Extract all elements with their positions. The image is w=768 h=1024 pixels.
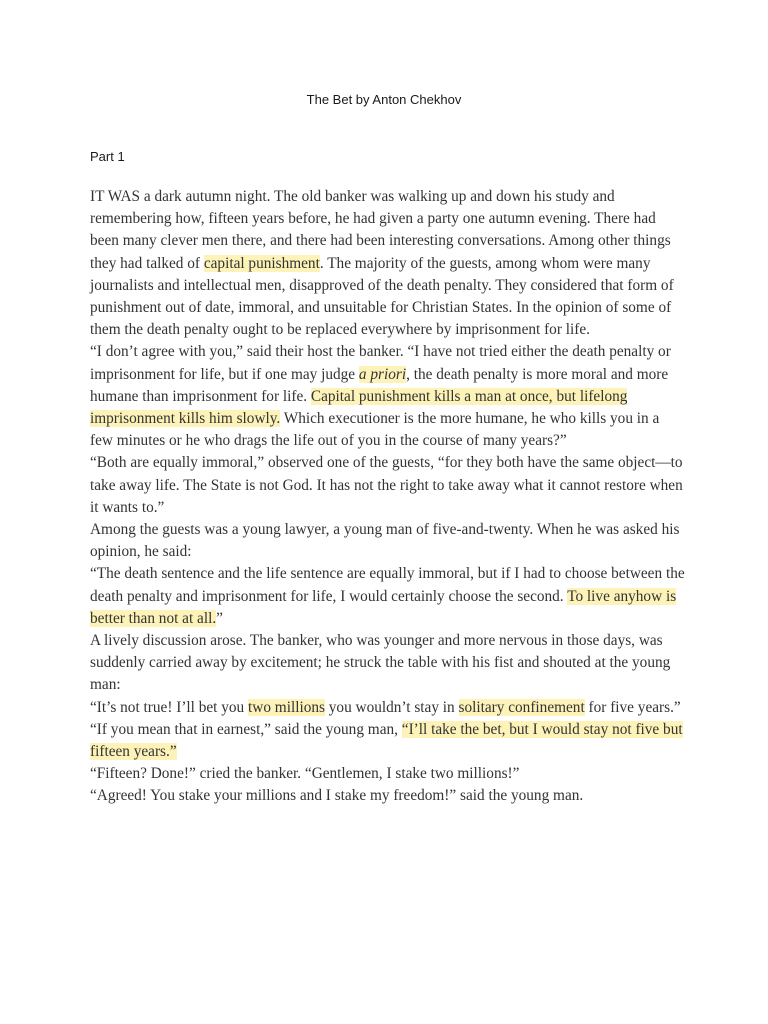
- paragraph: [90, 341, 686, 452]
- text-segment: . The majority of the guests, among whom were many journalists and intellectual men, disapproved of the death penalty. They considered that form of punishment out of date, immoral, and unsuitable for Christian States. In the opinion of some of them the death penalty ought to be replaced everywhere by imprisonment for life.: [90, 254, 674, 339]
- document-title: The Bet by Anton Chekhov: [306, 92, 462, 107]
- text-segment: IT WAS a dark autumn night. The old banker was walking up and down his study and remembering how, fifteen years before, he had given a party one autumn evening. There had been many clever men there, and there had been interesting conversations. Among other things they had talked of: [90, 188, 671, 272]
- highlighted-text: a priori: [358, 365, 407, 383]
- text-segment: “Agreed! You stake your millions and I stake my freedom!” said the young man.: [90, 787, 584, 805]
- highlighted-text: capital punishment: [203, 254, 320, 272]
- highlighted-text: “I’ll take the bet, but I would stay not five but fifteen years.”: [90, 720, 683, 761]
- highlighted-text: To live anyhow is better than not at all.: [90, 587, 677, 627]
- story-body: [90, 186, 686, 808]
- text-segment: ”: [216, 609, 223, 627]
- text-segment: A lively discussion arose. The banker, who was younger and more nervous in those days, was suddenly carried away by excitement; he struck the table with his fist and shouted at the young man:: [90, 632, 671, 694]
- highlighted-text: Capital punishment kills a man at once, but lifelong imprisonment kills him slowly.: [90, 387, 628, 428]
- paragraph: [90, 697, 686, 719]
- text-segment: “If you mean that in earnest,” said the young man,: [90, 720, 402, 738]
- text-segment: “The death sentence and the life sentence are equally immoral, but if I had to choose between the death penalty and imprisonment for life, I would certainly choose the second.: [90, 565, 685, 605]
- paragraph: [90, 186, 686, 341]
- text-segment: “I don’t agree with you,” said their host the banker. “I have not tried either the death penalty or imprisonment for life, but if one may judge: [90, 343, 671, 383]
- paragraph: [90, 519, 686, 563]
- text-segment: you wouldn’t stay in: [324, 698, 459, 716]
- text-segment: , the death penalty is more moral and more humane than imprisonment for life.: [90, 365, 669, 405]
- paragraph: [90, 719, 686, 763]
- text-segment: Among the guests was a young lawyer, a young man of five-and-twenty. When he was asked his opinion, he said:: [90, 521, 680, 561]
- paragraph: [90, 763, 686, 785]
- text-segment: “It’s not true! I’ll bet you: [90, 698, 249, 716]
- highlighted-text: two millions: [248, 698, 325, 716]
- paragraph: [90, 785, 686, 807]
- text-segment: “Fifteen? Done!” cried the banker. “Gentlemen, I stake two millions!”: [90, 765, 520, 783]
- text-segment: Which executioner is the more humane, he who kills you in a few minutes or he who drags the life out of you in the course of many years?”: [90, 410, 660, 450]
- highlighted-text: solitary confinement: [458, 698, 585, 716]
- paragraph: [90, 563, 686, 630]
- text-segment: “Both are equally immoral,” observed one of the guests, “for they both have the same object—to take away life. The State is not God. It has not the right to take away what it cannot restore when it wants to.”: [90, 454, 683, 516]
- part-heading: Part 1: [90, 149, 125, 164]
- paragraph: [90, 452, 686, 519]
- text-segment: for five years.”: [584, 698, 681, 716]
- paragraph: [90, 630, 686, 697]
